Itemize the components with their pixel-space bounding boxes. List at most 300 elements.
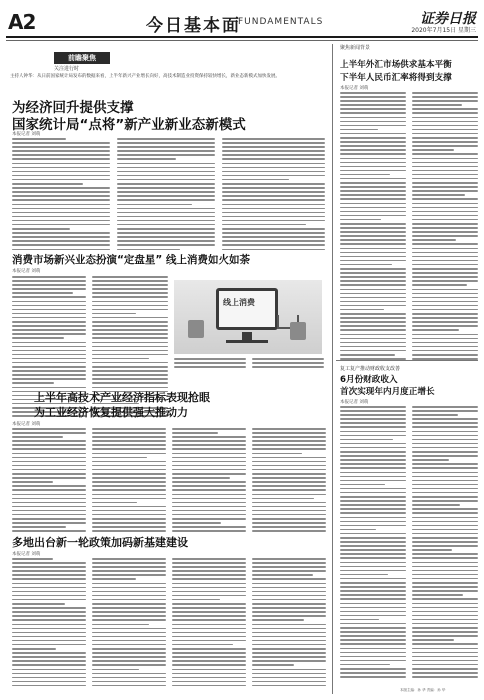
banner-lead-text: 主持人钟华：从日前国家统计局发布的数据来看，上半年新兴产业增长向好，高技术制造业投资保持较快增长，新业态新模式加快发展。: [10, 74, 280, 79]
body-text-line: [412, 219, 478, 221]
body-text-line: [12, 432, 86, 434]
body-text-line: [172, 664, 246, 666]
body-text-line: [172, 436, 246, 438]
body-text-line: [340, 492, 406, 494]
body-text-line: [92, 514, 166, 516]
body-text-line: [12, 378, 86, 380]
body-text-line: [172, 570, 246, 572]
body-text-line: [12, 249, 110, 251]
body-text-line: [172, 494, 246, 496]
body-text-line: [117, 187, 215, 189]
body-text-line: [12, 481, 53, 483]
body-text-line: [92, 566, 166, 568]
body-text-line: [12, 558, 53, 560]
body-text-line: [92, 619, 166, 621]
body-text-line: [92, 288, 168, 290]
body-text-line: [412, 603, 478, 605]
body-text-line: [252, 599, 326, 601]
body-text-line: [12, 652, 86, 654]
body-text-line: [117, 175, 215, 177]
body-text-line: [12, 591, 86, 593]
body-text-line: [340, 472, 406, 474]
body-text-line: [12, 570, 86, 572]
body-text-line: [92, 292, 168, 294]
body-text-line: [92, 583, 166, 585]
body-text-line: [412, 215, 478, 217]
body-text-line: [412, 648, 478, 650]
body-text-line: [412, 203, 478, 205]
body-text-line: [340, 455, 406, 457]
body-text-line: [12, 309, 86, 311]
body-text-line: [412, 350, 478, 352]
body-text-line: [12, 374, 86, 376]
body-text-line: [340, 594, 406, 596]
body-text-line: [172, 624, 246, 626]
body-text-line: [12, 167, 110, 169]
body-text-line: [12, 317, 86, 319]
body-text-line: [12, 337, 64, 339]
body-text-line: [340, 207, 406, 209]
body-text-line: [340, 325, 406, 327]
body-text-line: [340, 545, 406, 547]
body-text-line: [340, 529, 376, 531]
body-text-line: [172, 558, 246, 560]
body-text-line: [412, 643, 478, 645]
body-text-line: [222, 138, 325, 140]
body-text-line: [340, 158, 406, 160]
body-text-line: [12, 354, 86, 356]
body-text-line: [12, 669, 86, 671]
body-text-line: [252, 514, 326, 516]
body-text-line: [12, 685, 86, 687]
body-text-line: [92, 453, 166, 455]
body-text-line: [340, 480, 406, 482]
header-rule: [6, 40, 478, 41]
body-text-line: [340, 186, 406, 188]
body-text-line: [117, 204, 192, 206]
body-text-line: [252, 656, 326, 658]
body-text-line: [252, 583, 326, 585]
body-text-line: [92, 276, 168, 278]
body-text-line: [92, 640, 166, 642]
body-text-line: [12, 648, 56, 650]
body-text-line: [252, 530, 326, 532]
body-text-line: [117, 154, 215, 156]
body-text-line: [340, 342, 406, 344]
body-text-line: [172, 628, 246, 630]
body-text-line: [172, 636, 246, 638]
body-text-line: [412, 455, 478, 457]
body-text-line: [12, 370, 86, 372]
body-text-line: [412, 611, 478, 613]
body-text-line: [252, 615, 326, 617]
body-text-line: [92, 317, 168, 319]
body-text-line: [340, 443, 406, 445]
body-text-line: [117, 212, 215, 214]
body-text-line: [340, 182, 406, 184]
body-text-line: [340, 422, 406, 424]
body-text-line: [252, 669, 326, 671]
body-text-line: [412, 338, 478, 340]
body-text-line: [252, 436, 326, 438]
body-text-line: [172, 615, 246, 617]
body-text-line: [340, 313, 406, 315]
body-text-line: [12, 179, 110, 181]
body-text-line: [12, 681, 86, 683]
body-text-line: [172, 632, 246, 634]
body-text-line: [340, 590, 406, 592]
body-text-line: [92, 607, 166, 609]
body-text-line: [12, 562, 86, 564]
body-text-line: [92, 485, 166, 487]
body-text-line: [92, 366, 168, 368]
body-text-line: [12, 465, 86, 467]
body-text-line: [252, 611, 326, 613]
body-text-line: [412, 459, 449, 461]
hightech-byline: 本报记者 刘萌: [12, 422, 41, 427]
body-text-line: [412, 158, 478, 160]
body-text-line: [222, 232, 325, 234]
body-text-line: [172, 440, 246, 442]
body-text-line: [412, 607, 478, 609]
body-text-line: [12, 632, 86, 634]
body-text-line: [412, 334, 478, 336]
body-text-line: [92, 358, 149, 360]
body-text-line: [172, 469, 246, 471]
body-text-line: [12, 640, 86, 642]
body-text-line: [412, 104, 462, 106]
body-text-line: [412, 170, 478, 172]
body-text-line: [12, 208, 110, 210]
body-text-line: [340, 264, 392, 266]
body-text-line: [92, 570, 166, 572]
photo-caption-text: 线上消费: [223, 298, 255, 307]
body-text-line: [92, 440, 166, 442]
body-text-line: [340, 537, 406, 539]
body-text-line: [92, 301, 168, 303]
body-text-line: [12, 444, 86, 446]
body-text-line: [340, 112, 406, 114]
body-text-line: [117, 138, 215, 140]
body-text-line: [340, 104, 406, 106]
body-text-line: [252, 358, 324, 360]
body-text-line: [92, 562, 166, 564]
body-text-line: [412, 162, 478, 164]
policy-headline: 多地出台新一轮政策加码新基建建设: [12, 536, 188, 549]
body-text-line: [92, 574, 166, 576]
body-text-line: [252, 502, 326, 504]
body-text-line: [92, 481, 166, 483]
body-text-line: [172, 660, 246, 662]
body-text-line: [12, 346, 86, 348]
body-text-line: [117, 167, 215, 169]
body-text-line: [222, 216, 325, 218]
body-text-line: [252, 477, 326, 479]
body-text-line: [92, 296, 168, 298]
body-text-line: [117, 244, 215, 246]
body-text-line: [172, 432, 218, 434]
fiscal-headline-line2: 首次实现年内月度正增长: [340, 387, 435, 397]
body-text-line: [412, 276, 478, 278]
body-text-line: [340, 648, 406, 650]
body-text-line: [340, 463, 406, 465]
body-text-line: [12, 154, 110, 156]
body-text-line: [252, 518, 326, 520]
body-text-line: [340, 414, 406, 416]
body-text-line: [117, 191, 215, 193]
policy-body-col2: [92, 558, 166, 689]
body-text-line: [252, 498, 314, 500]
body-text-line: [252, 644, 326, 646]
body-text-line: [412, 198, 478, 200]
body-text-line: [117, 199, 215, 201]
body-text-line: [172, 518, 246, 520]
body-text-line: [172, 574, 246, 576]
body-text-line: [222, 212, 325, 214]
body-text-line: [252, 473, 326, 475]
body-text-line: [340, 301, 406, 303]
body-text-line: [12, 329, 86, 331]
body-text-line: [340, 656, 406, 658]
body-text-line: [117, 224, 215, 226]
body-text-line: [92, 432, 166, 434]
body-text-line: [412, 476, 478, 478]
body-text-line: [412, 676, 478, 678]
body-text-line: [252, 522, 326, 524]
body-text-line: [172, 640, 246, 642]
body-text-line: [12, 232, 110, 234]
body-text-line: [412, 496, 478, 498]
body-text-line: [412, 329, 459, 331]
body-text-line: [12, 321, 86, 323]
body-text-line: [222, 208, 325, 210]
body-text-line: [412, 463, 478, 465]
policy-byline: 本报记者 刘萌: [12, 552, 41, 557]
body-text-line: [412, 439, 478, 441]
body-text-line: [252, 469, 326, 471]
body-text-line: [222, 163, 325, 165]
body-text-line: [340, 508, 406, 510]
body-text-line: [340, 256, 406, 258]
body-text-line: [12, 358, 86, 360]
body-text-line: [172, 477, 230, 479]
body-text-line: [412, 141, 478, 143]
body-text-line: [92, 387, 168, 389]
body-text-line: [412, 635, 478, 637]
body-text-line: [12, 664, 86, 666]
body-text-line: [340, 582, 406, 584]
body-text-line: [222, 199, 325, 201]
body-text-line: [252, 636, 326, 638]
hightech-body-col4: [252, 428, 326, 534]
body-text-line: [412, 305, 478, 307]
body-text-line: [117, 171, 215, 173]
body-text-line: [172, 522, 221, 524]
body-text-line: [340, 133, 406, 135]
body-text-line: [12, 677, 86, 679]
body-text-line: [92, 280, 168, 282]
body-text-line: [340, 203, 406, 205]
body-text-line: [340, 198, 406, 200]
body-text-line: [412, 297, 478, 299]
body-text-line: [340, 533, 406, 535]
body-text-line: [172, 428, 246, 430]
body-text-line: [340, 435, 406, 437]
online-shopping-photo: [174, 280, 322, 354]
body-text-line: [92, 611, 166, 613]
body-text-line: [12, 362, 86, 364]
body-text-line: [252, 603, 326, 605]
body-text-line: [252, 673, 326, 675]
body-text-line: [412, 100, 478, 102]
body-text-line: [412, 418, 478, 420]
body-text-line: [172, 526, 246, 528]
body-text-line: [92, 313, 136, 315]
body-text-line: [252, 640, 326, 642]
body-text-line: [412, 508, 478, 510]
body-text-line: [412, 346, 478, 348]
body-text-line: [340, 598, 406, 600]
body-text-line: [92, 494, 166, 496]
body-text-line: [92, 350, 168, 352]
body-text-line: [117, 249, 180, 251]
body-text-line: [12, 296, 86, 298]
body-text-line: [252, 526, 326, 528]
body-text-line: [340, 426, 406, 428]
body-text-line: [222, 171, 325, 173]
body-text-line: [117, 142, 215, 144]
hightech-body-col2: [92, 428, 166, 534]
body-text-line: [12, 204, 110, 206]
body-text-line: [117, 236, 215, 238]
body-text-line: [12, 150, 110, 152]
body-text-line: [340, 219, 381, 221]
body-text-line: [340, 252, 406, 254]
body-text-line: [252, 485, 326, 487]
body-text-line: [92, 477, 166, 479]
body-text-line: [412, 672, 478, 674]
body-text-line: [252, 664, 294, 666]
body-text-line: [340, 121, 406, 123]
body-text-line: [340, 410, 406, 412]
body-text-line: [172, 587, 246, 589]
body-text-line: [92, 628, 166, 630]
body-text-line: [92, 578, 136, 580]
body-text-line: [117, 163, 215, 165]
fiscal-kicker: 复工复产推动财政收支改善: [340, 366, 401, 372]
body-text-line: [252, 432, 326, 434]
body-text-line: [340, 100, 406, 102]
body-text-line: [412, 574, 478, 576]
body-text-line: [412, 264, 478, 266]
main-body-col2: [117, 138, 215, 253]
body-text-line: [222, 187, 325, 189]
body-text-line: [340, 635, 406, 637]
body-text-line: [172, 611, 246, 613]
body-text-line: [172, 514, 246, 516]
body-text-line: [12, 461, 86, 463]
forex-body-col2: [412, 92, 478, 362]
body-text-line: [222, 142, 325, 144]
body-text-line: [252, 570, 326, 572]
body-text-line: [12, 448, 86, 450]
body-text-line: [12, 510, 86, 512]
body-text-line: [340, 305, 406, 307]
forex-headline-line1: 上半年外汇市场供求基本平衡: [340, 60, 452, 70]
body-text-line: [12, 240, 110, 242]
body-text-line: [12, 387, 86, 389]
body-text-line: [252, 566, 326, 568]
body-text-line: [412, 317, 478, 319]
body-text-line: [12, 477, 86, 479]
body-text-line: [172, 595, 246, 597]
body-text-line: [340, 268, 406, 270]
body-text-line: [252, 448, 326, 450]
body-text-line: [12, 518, 86, 520]
body-text-line: [12, 280, 86, 282]
body-text-line: [92, 632, 166, 634]
body-text-line: [12, 171, 110, 173]
body-text-line: [252, 607, 326, 609]
body-text-line: [172, 510, 246, 512]
body-text-line: [340, 512, 406, 514]
body-text-line: [222, 244, 325, 246]
body-text-line: [412, 248, 478, 250]
body-text-line: [412, 521, 478, 523]
body-text-line: [252, 440, 326, 442]
banner-tag: 前瞻聚焦: [54, 52, 110, 64]
body-text-line: [412, 182, 478, 184]
body-text-line: [252, 494, 326, 496]
body-text-line: [340, 145, 406, 147]
body-text-line: [92, 489, 166, 491]
body-text-line: [252, 428, 326, 430]
body-text-line: [412, 231, 478, 233]
body-text-line: [340, 562, 406, 564]
body-text-line: [412, 431, 478, 433]
body-text-line: [12, 163, 110, 165]
body-text-line: [252, 591, 326, 593]
body-text-line: [412, 149, 454, 151]
body-text-line: [412, 112, 478, 114]
body-text-line: [172, 530, 246, 532]
body-text-line: [340, 174, 390, 176]
forex-body-col1: [340, 92, 406, 362]
body-text-line: [12, 514, 86, 516]
body-text-line: [172, 498, 246, 500]
body-text-line: [412, 227, 478, 229]
body-text-line: [12, 469, 86, 471]
body-text-line: [412, 186, 478, 188]
body-text-line: [92, 473, 166, 475]
body-text-line: [340, 211, 406, 213]
body-text-line: [92, 346, 168, 348]
body-text-line: [117, 216, 215, 218]
body-text-line: [412, 472, 478, 474]
body-text-line: [174, 366, 246, 368]
body-text-line: [412, 121, 478, 123]
body-text-line: [172, 502, 246, 504]
body-text-line: [340, 170, 406, 172]
body-text-line: [340, 141, 406, 143]
body-text-line: [92, 518, 166, 520]
body-text-line: [412, 268, 478, 270]
body-text-line: [340, 459, 406, 461]
body-text-line: [92, 664, 166, 666]
body-text-line: [12, 142, 110, 144]
body-text-line: [340, 557, 406, 559]
body-text-line: [12, 199, 110, 201]
